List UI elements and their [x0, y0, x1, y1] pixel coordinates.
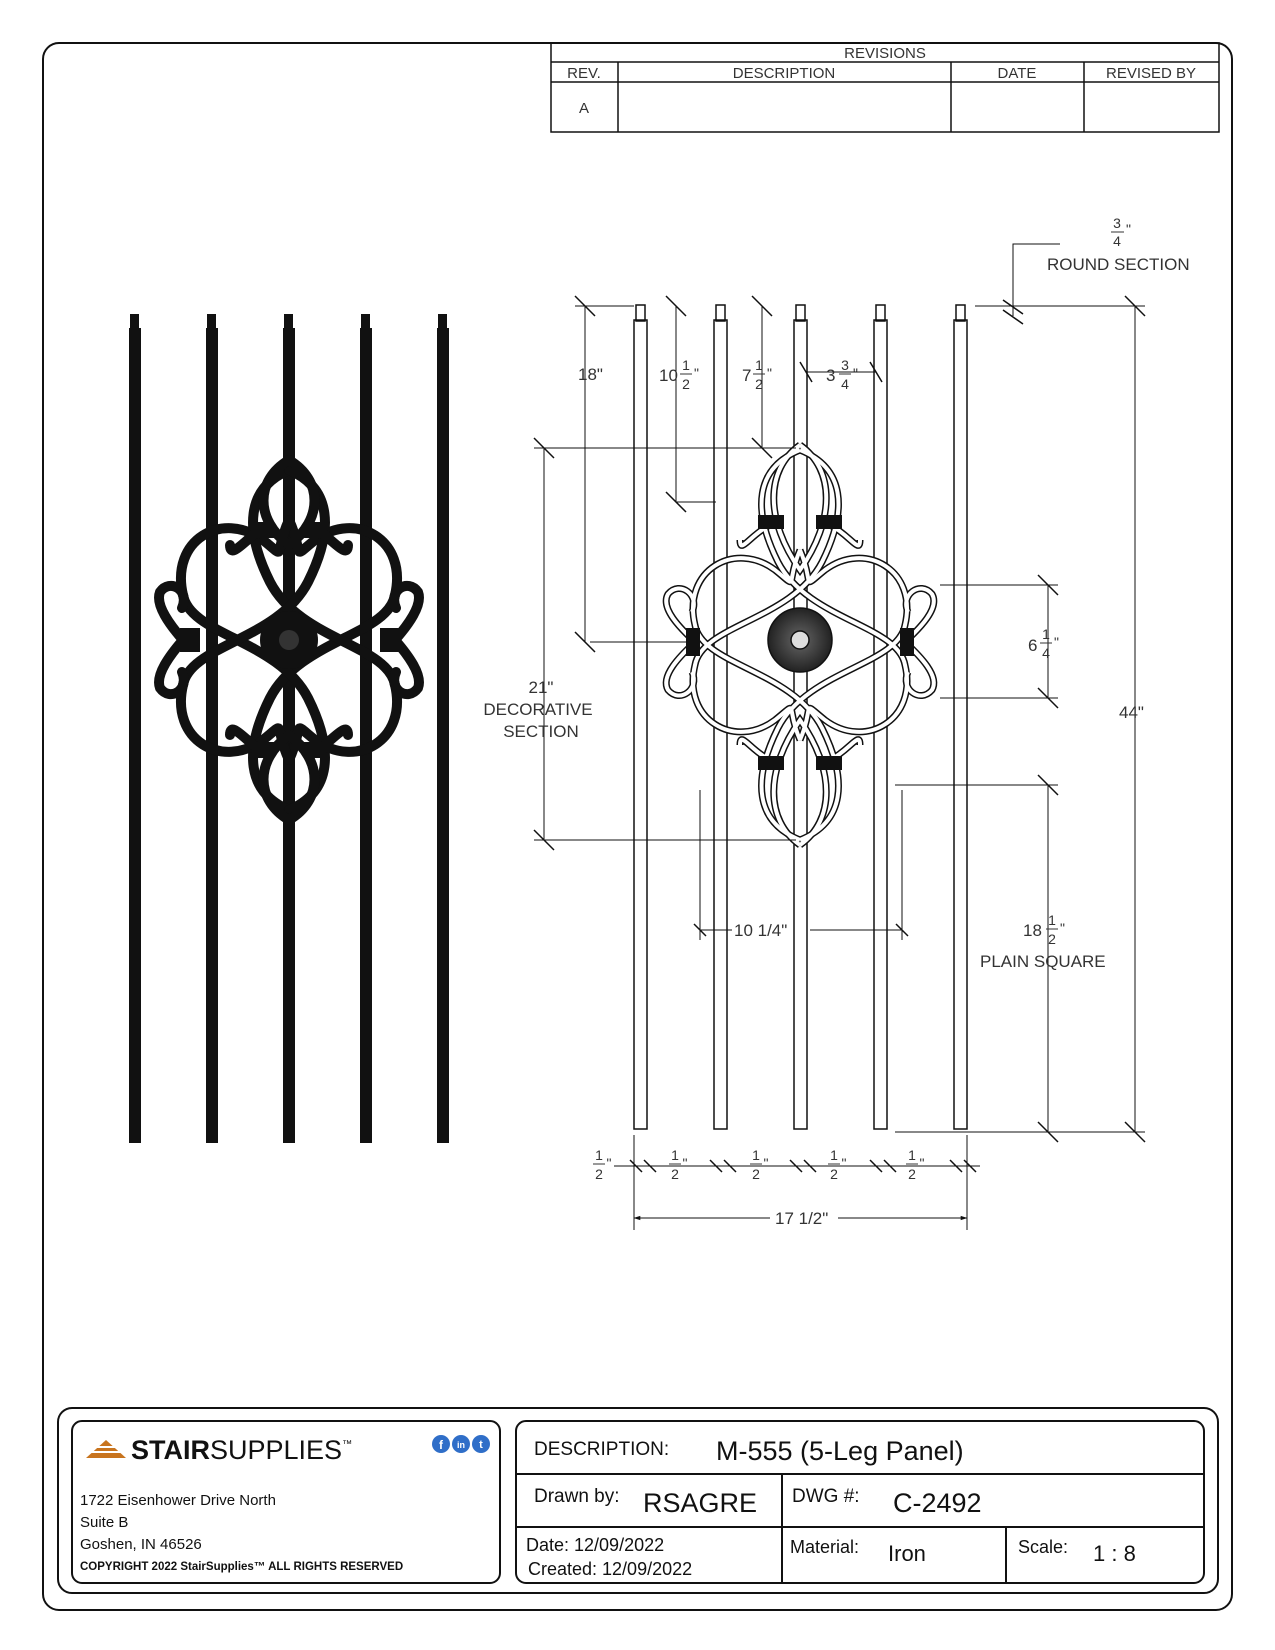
- scale-value: 1 : 8: [1093, 1541, 1136, 1566]
- dim-18: 18": [578, 365, 603, 384]
- company-address-line3: Goshen, IN 46526: [80, 1536, 202, 1553]
- sheet-border: [43, 43, 1232, 1610]
- svg-text:2: 2: [671, 1166, 679, 1182]
- panel-legs: [129, 314, 449, 1143]
- svg-text:3: 3: [826, 366, 836, 385]
- svg-text:t: t: [479, 1439, 483, 1451]
- dim-10-quarter: 10 1/4": [734, 921, 788, 940]
- panel-render: [129, 314, 449, 1143]
- svg-text:1: 1: [755, 357, 763, 373]
- svg-text:2: 2: [682, 376, 690, 392]
- revisions-row-rev: A: [578, 100, 590, 117]
- revisions-title: REVISIONS: [844, 45, 926, 62]
- svg-text:2: 2: [595, 1166, 603, 1182]
- company-logo: [86, 1435, 352, 1465]
- svg-text:7: 7: [742, 366, 752, 385]
- svg-text:1: 1: [752, 1147, 760, 1163]
- svg-text:1: 1: [595, 1147, 603, 1163]
- svg-text:": ": [767, 365, 772, 381]
- svg-text:SECTION: SECTION: [503, 722, 579, 741]
- svg-text:1: 1: [1042, 626, 1050, 642]
- svg-text:": ": [853, 365, 858, 381]
- svg-text:4: 4: [1113, 233, 1121, 249]
- svg-text:1: 1: [830, 1147, 838, 1163]
- svg-text:1: 1: [908, 1147, 916, 1163]
- round-section-label: ROUND SECTION: [1047, 255, 1190, 274]
- svg-text:DECORATIVE: DECORATIVE: [483, 700, 593, 719]
- svg-text:3: 3: [1113, 215, 1121, 231]
- date-line: Date: 12/09/2022: [526, 1535, 665, 1555]
- drawn-by-label: Drawn by:: [534, 1486, 620, 1507]
- dim-decorative-section: [483, 678, 592, 741]
- revisions-header-description: DESCRIPTION: [732, 65, 836, 82]
- dim-round-section: [1047, 215, 1190, 274]
- svg-text:": ": [682, 1155, 688, 1171]
- svg-text:10: 10: [659, 366, 678, 385]
- svg-text:1: 1: [682, 357, 690, 373]
- dim-7-half: [742, 357, 772, 392]
- svg-text:21": 21": [528, 678, 554, 697]
- drawn-by-value: RSAGRE: [643, 1488, 758, 1518]
- description-label: DESCRIPTION:: [534, 1439, 670, 1460]
- material-value: Iron: [888, 1541, 926, 1566]
- svg-text:f: f: [439, 1438, 443, 1452]
- plain-square-label: PLAIN SQUARE: [980, 952, 1106, 971]
- svg-text:2: 2: [1048, 931, 1056, 947]
- svg-text:": ": [763, 1155, 769, 1171]
- created-line: Created: 12/09/2022: [528, 1559, 693, 1579]
- svg-text:": ": [1060, 920, 1065, 936]
- svg-text:3: 3: [841, 357, 849, 373]
- revisions-header-rev: REV.: [567, 65, 601, 82]
- dim-10-half: [659, 357, 699, 392]
- dim-plain-square: [980, 912, 1106, 971]
- svg-text:2: 2: [755, 376, 763, 392]
- dim-6-quarter: [1028, 626, 1059, 661]
- svg-text:": ": [919, 1155, 925, 1171]
- dwg-number-label: DWG #:: [792, 1486, 860, 1507]
- svg-text:6: 6: [1028, 636, 1038, 655]
- dim-3-3-4: [826, 357, 858, 392]
- svg-text:": ": [1126, 221, 1131, 237]
- company-address-line2: Suite B: [80, 1514, 129, 1531]
- svg-text:4: 4: [841, 376, 849, 392]
- dwg-number-value: C-2492: [893, 1488, 982, 1518]
- revisions-header-date: DATE: [997, 65, 1037, 82]
- revisions-header-revised-by: REVISED BY: [1105, 65, 1197, 82]
- company-address-line1: 1722 Eisenhower Drive North: [80, 1492, 276, 1509]
- scale-label: Scale:: [1018, 1537, 1069, 1557]
- svg-text:": ": [606, 1155, 612, 1171]
- svg-text:": ": [694, 365, 699, 381]
- dimension-lines: [534, 244, 1145, 1230]
- svg-text:1: 1: [671, 1147, 679, 1163]
- panel-outline-drawing: [634, 305, 967, 1129]
- social-icons[interactable]: [432, 1435, 490, 1453]
- svg-text:2: 2: [830, 1166, 838, 1182]
- svg-text:2: 2: [908, 1166, 916, 1182]
- dim-overall-height: 44": [1119, 703, 1144, 722]
- material-label: Material:: [790, 1537, 860, 1557]
- description-value: M-555 (5-Leg Panel): [716, 1436, 964, 1466]
- svg-text:4: 4: [1042, 645, 1050, 661]
- svg-text:in: in: [457, 1440, 465, 1450]
- svg-text:2: 2: [752, 1166, 760, 1182]
- svg-text:1: 1: [1048, 912, 1056, 928]
- svg-text:STAIRSUPPLIES™: STAIRSUPPLIES™: [131, 1435, 353, 1465]
- copyright: COPYRIGHT 2022 StairSupplies™ ALL RIGHTS RESERVED: [80, 1561, 404, 1573]
- svg-text:": ": [1054, 634, 1059, 650]
- svg-text:": ": [841, 1155, 847, 1171]
- dim-overall-width: 17 1/2": [775, 1209, 829, 1228]
- svg-text:18: 18: [1023, 921, 1042, 940]
